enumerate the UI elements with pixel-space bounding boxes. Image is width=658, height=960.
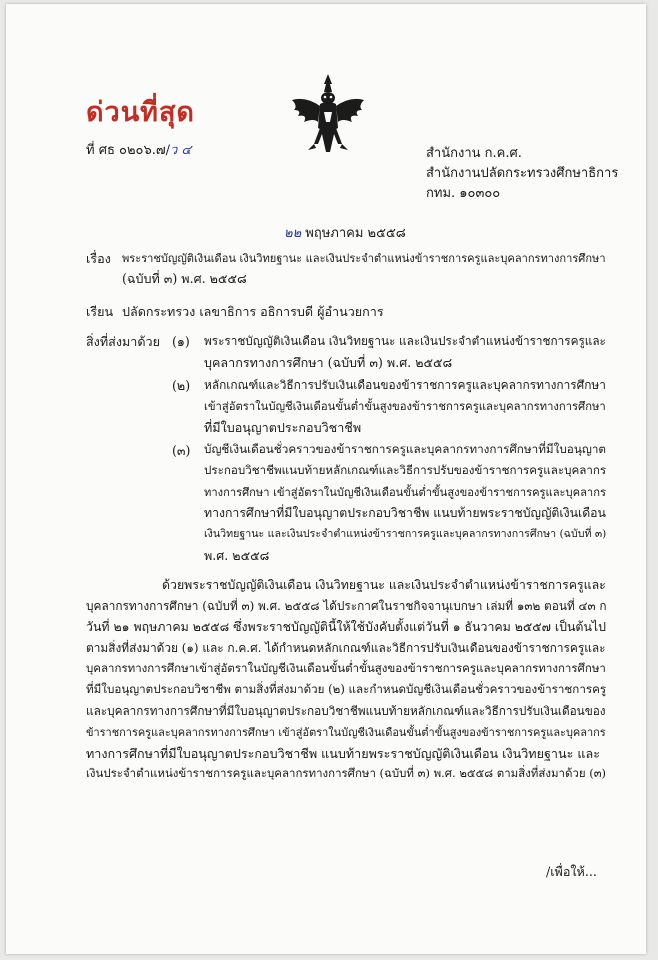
body-line: เงินประจำตำแหน่งข้าราชการครูและบุคลากรทางการศึกษา (ฉบับที่ ๓) พ.ศ. ๒๕๕๘ ตามสิ่งที่ส่งมาด้วย (๓) — [86, 766, 607, 780]
enclosure-3-line: บัญชีเงินเดือนชั่วคราวของข้าราชการครูและบุคลากรทางการศึกษาที่มีใบอนุญาต — [204, 442, 607, 456]
body-line: วันที่ ๒๑ พฤษภาคม ๒๕๕๘ ซึ่งพระราชบัญญัตินี้ให้ใช้บังคับตั้งแต่วันที่ ๑ ธันวาคม ๒๕๕๗ เป็นต้นไป — [86, 619, 607, 634]
enclosure-3-line: เงินวิทยฐานะ และเงินประจำตำแหน่งข้าราชการครูและบุคลากรทางการศึกษา (ฉบับที่ ๓) — [204, 527, 607, 540]
enclosure-3-line: ประกอบวิชาชีพแนบท้ายหลักเกณฑ์และวิธีการปรับของข้าราชการครูและบุคลากร — [204, 463, 607, 477]
body-line: ข้าราชการครูและบุคลากรทางการศึกษา เข้าสู่อัตราในบัญชีเงินเดือนขั้นต่ำขั้นสูงของข้าราชการครูและบุคลากร — [86, 726, 606, 739]
body-line: ตามสิ่งที่ส่งมาด้วย (๑) และ ก.ค.ศ. ได้กำหนดหลักเกณฑ์และวิธีการปรับเงินเดือนของข้าราชการครูและ — [86, 641, 606, 655]
urgent-stamp: ด่วนที่สุด — [86, 97, 195, 128]
enclosure-2-line: เข้าสู่อัตราในบัญชีเงินเดือนขั้นต่ำขั้นสูงของข้าราชการครูและบุคลากรทางการศึกษา — [204, 400, 606, 413]
body-line: บุคลากรทางการศึกษา (ฉบับที่ ๓) พ.ศ. ๒๕๕๘ ได้ประกาศในราชกิจจานุเบกษา เล่มที่ ๑๓๒ ตอนที่ ๔๓ ก — [86, 599, 607, 613]
address-line-2: สำนักงานปลัดกระทรวงศึกษาธิการ — [426, 166, 619, 181]
address-line-1: สำนักงาน ก.ค.ศ. — [426, 146, 522, 161]
enclosure-1-line: บุคลากรทางการศึกษา (ฉบับที่ ๓) พ.ศ. ๒๕๕๘ — [204, 355, 453, 370]
enclosure-3-line: พ.ศ. ๒๕๕๘ — [204, 548, 270, 563]
body-line: ทางการศึกษาที่มีใบอนุญาตประกอบวิชาชีพ แนบท้ายพระราชบัญญัติเงินเดือน เงินวิทยฐานะ และ — [86, 746, 600, 761]
body-line: ที่มีใบอนุญาตประกอบวิชาชีพ ตามสิ่งที่ส่งมาด้วย (๒) และกำหนดบัญชีเงินเดือนชั่วคราวของข้าราชการครู — [86, 682, 607, 696]
continuation-marker: /เพื่อให้... — [546, 864, 597, 879]
document-number-prefix: ที่ ศธ ๐๒๐๖.๗/ — [86, 143, 170, 158]
to-label: เรียน — [86, 304, 114, 319]
enclosure-3-line: ทางการศึกษา เข้าสู่อัตราในบัญชีเงินเดือนขั้นต่ำขั้นสูงของข้าราชการครูและบุคลากร — [204, 486, 606, 499]
to-recipients: ปลัดกระทรวง เลขาธิการ อธิการบดี ผู้อำนวยการ — [122, 304, 384, 319]
enclosure-3-number: (๓) — [172, 443, 191, 458]
enclosure-1-number: (๑) — [172, 334, 190, 349]
enclosure-2-line: หลักเกณฑ์และวิธีการปรับเงินเดือนของข้าราชการครูและบุคลากรทางการศึกษา — [204, 378, 606, 392]
date-day-handwritten: ๒๒ — [284, 226, 302, 241]
document-number-handwritten: ว ๔ — [170, 143, 192, 158]
document-date — [284, 222, 406, 243]
subject-line-2: (ฉบับที่ ๓) พ.ศ. ๒๕๕๘ — [122, 271, 247, 286]
subject-line-1: พระราชบัญญัติเงินเดือน เงินวิทยฐานะ และเงินประจำตำแหน่งข้าราชการครูและบุคลากรทางการศึกษา — [122, 252, 606, 265]
subject-label: เรื่อง — [86, 251, 111, 266]
enclosure-2-line: ที่มีใบอนุญาตประกอบวิชาชีพ — [204, 420, 362, 435]
body-line: บุคลากรทางการศึกษาเข้าสู่อัตราในบัญชีเงินเดือนขั้นต่ำขั้นสูงของข้าราชการครูและบุคลากรทางการศึกษา — [86, 661, 606, 675]
document-number — [86, 139, 191, 160]
body-line: และบุคลากรทางการศึกษาที่มีใบอนุญาตประกอบวิชาชีพแนบท้ายหลักเกณฑ์และวิธีการปรับเงินเดือนของ — [86, 704, 606, 718]
date-month-year: พฤษภาคม ๒๕๕๘ — [305, 226, 406, 241]
enclosure-2-number: (๒) — [172, 378, 191, 393]
garuda-emblem-icon — [288, 70, 368, 160]
enclosures-label: สิ่งที่ส่งมาด้วย — [86, 334, 160, 349]
enclosure-3-line: ทางการศึกษาที่มีใบอนุญาตประกอบวิชาชีพ แนบท้ายพระราชบัญญัติเงินเดือน — [204, 506, 606, 520]
document-page — [6, 4, 646, 954]
enclosure-1-line: พระราชบัญญัติเงินเดือน เงินวิทยฐานะ และเงินประจำตำแหน่งข้าราชการครูและ — [204, 334, 606, 348]
body-line: ด้วยพระราชบัญญัติเงินเดือน เงินวิทยฐานะ และเงินประจำตำแหน่งข้าราชการครูและ — [162, 578, 606, 592]
address-line-3: กทม. ๑๐๓๐๐ — [426, 186, 501, 201]
